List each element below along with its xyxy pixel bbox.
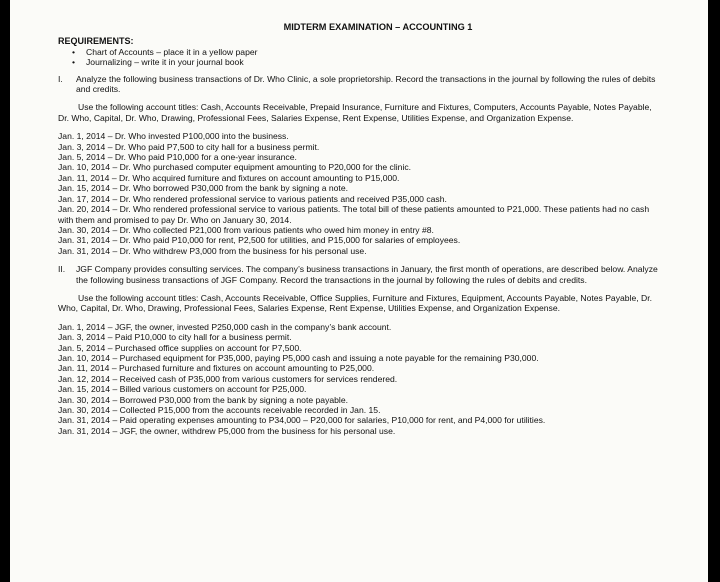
transaction-list — [58, 131, 658, 256]
transaction: Jan. 30, 2014 – Borrowed P30,000 from the bank by signing a note payable. — [58, 394, 348, 405]
section-number: II. — [58, 264, 66, 275]
document — [58, 22, 658, 436]
transaction: Jan. 31, 2014 – Dr. Who paid P10,000 for rent, P2,500 for utilities, and P15,000 for salaries of employees. — [58, 235, 461, 246]
page-title: MIDTERM EXAMINATION – ACCOUNTING 1 — [283, 22, 473, 32]
transaction: Jan. 31, 2014 – Dr. Who withdrew P3,000 from the business for his personal use. — [58, 245, 367, 256]
requirements-list — [58, 47, 658, 68]
transaction: Jan. 11, 2014 – Purchased furniture and fixtures on account amounting to P25,000. — [58, 363, 375, 374]
transaction: Jan. 30, 2014 – Dr. Who collected P21,000 from various patients who owed him money in entry #8. — [58, 224, 434, 235]
account-titles: Use the following account titles: Cash, Accounts Receivable, Office Supplies, Furniture and Fixtures, Equipment, Accounts Payable, Notes Payable, Dr. Who, Capital, Dr. Who, Drawing, Professional Fees, Salaries Expense, Rent Expense, Utilities Expense, and Organization Expense. — [58, 292, 653, 314]
transaction: Jan. 31, 2014 – Paid operating expenses amounting to P34,000 – P20,000 for salaries, P10,000 for rent, and P4,000 for utilities. — [58, 415, 546, 426]
exam-paper — [10, 0, 708, 582]
transaction: Jan. 5, 2014 – Purchased office supplies on account for P7,500. — [58, 342, 302, 353]
account-titles: Use the following account titles: Cash, Accounts Receivable, Prepaid Insurance, Furniture and Fixtures, Computers, Accounts Payable, Notes Payable, Dr. Who, Capital, Dr. Who, Drawing, Professional Fees, Salaries Expense, Rent Expense, Utilities Expense, and Organization Expense. — [58, 102, 652, 123]
transaction: Jan. 30, 2014 – Collected P15,000 from the accounts receivable recorded in Jan. 15. — [58, 405, 381, 415]
transaction: Jan. 1, 2014 – JGF, the owner, invested P250,000 cash in the company’s bank account. — [58, 321, 392, 332]
transaction: Jan. 5, 2014 – Dr. Who paid P10,000 for a one-year insurance. — [58, 152, 297, 163]
section-2-instruction — [58, 264, 658, 285]
transaction: Jan. 12, 2014 – Received cash of P35,000 from various customers for services rendered. — [58, 373, 398, 384]
transaction: Jan. 31, 2014 – JGF, the owner, withdrew P5,000 from the business for his personal use. — [58, 425, 396, 436]
transaction: Jan. 11, 2014 – Dr. Who acquired furniture and fixtures on account amounting to P15,000. — [58, 172, 400, 183]
section-text: JGF Company provides consulting services. The company’s business transactions in January, the first month of operations, are described below. Analyze the following business transactions of JGF Company. Record the transactions in the journal by following the rules of debits and credits. — [76, 264, 658, 285]
requirements-label: REQUIREMENTS: — [58, 36, 134, 47]
transaction: Jan. 17, 2014 – Dr. Who rendered professional service to various patients and received P35,000 cash. — [58, 193, 447, 204]
transaction: Jan. 3, 2014 – Dr. Who paid P7,500 to city hall for a business permit. — [58, 141, 320, 152]
transaction: Jan. 10, 2014 – Dr. Who purchased computer equipment amounting to P20,000 for the clinic. — [58, 162, 412, 173]
list-item: • Chart of Accounts – place it in a yellow paper — [58, 47, 658, 57]
transaction: Jan. 10, 2014 – Purchased equipment for P35,000, paying P5,000 cash and issuing a note payable for the remaining P30,000. — [58, 352, 539, 363]
section-1-instruction — [58, 74, 658, 95]
section-number: I. — [58, 73, 63, 84]
transaction: Jan. 1, 2014 – Dr. Who invested P100,000 into the business. — [58, 131, 289, 142]
transaction: Jan. 15, 2014 – Billed various customers on account for P25,000. — [58, 384, 307, 395]
transaction-list — [58, 322, 658, 436]
list-item: • Journalizing – write it in your journal book — [58, 57, 658, 67]
transaction: Jan. 15, 2014 – Dr. Who borrowed P30,000 from the bank by signing a note. — [58, 183, 348, 194]
section-text: Analyze the following business transactions of Dr. Who Clinic, a sole proprietorship. Record the transactions in the journal by following the rules of debits and credits. — [76, 73, 656, 95]
transaction: Jan. 20, 2014 – Dr. Who rendered professional service to various patients. The total bill of these patients amounted to P21,000. These patients had no cash with them and promised to pay Dr. Who on January 30, 2014. — [58, 204, 650, 225]
transaction: Jan. 3, 2014 – Paid P10,000 to city hall for a business permit. — [58, 332, 292, 343]
